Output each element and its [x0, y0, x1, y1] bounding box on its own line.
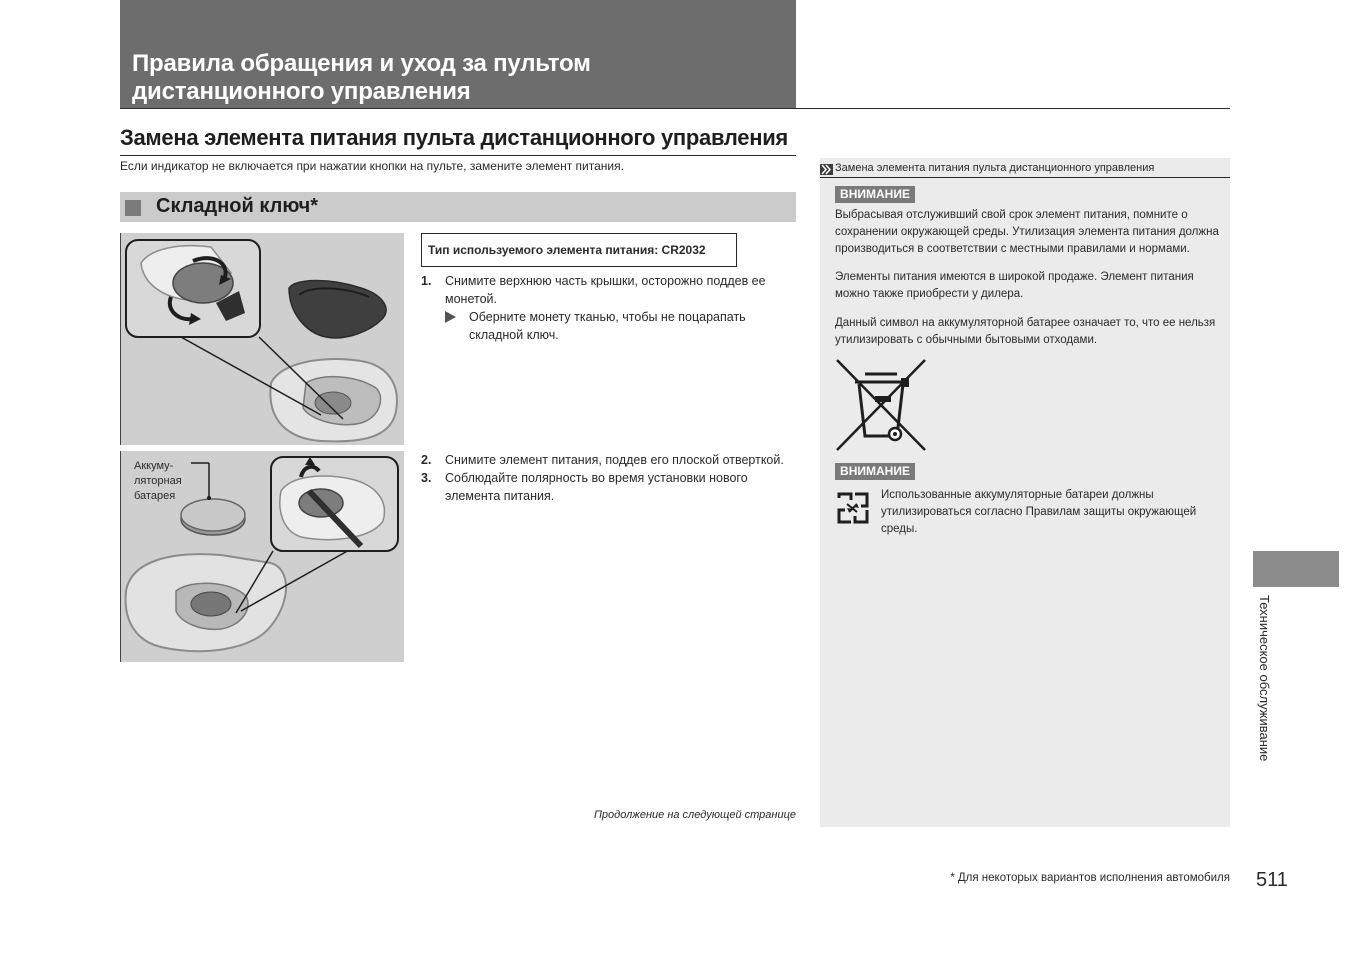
- symbol-text: Данный символ на аккумуляторной батарее означает то, что ее нельзя утилизировать с обычными бытовыми отходами.: [835, 317, 1216, 346]
- chapter-tab-label: Техническое обслуживание: [1257, 595, 1272, 762]
- section-rule: [120, 155, 796, 156]
- step-number: 1.: [421, 274, 432, 288]
- page-number: 511: [1256, 869, 1288, 891]
- section-title: Замена элемента питания пульта дистанционного управления: [120, 125, 788, 150]
- figure-remove-battery: [120, 451, 404, 662]
- figure-open-cover: [120, 233, 404, 445]
- header-rule: [120, 108, 1230, 109]
- sidebar-panel: [820, 158, 1230, 827]
- notice-text: Выбрасывая отслуживший свой срок элемент питания, помните о сохранении окружающей среды. Утилизация элемента питания должна производиться в соответствии с местными правилами и нормами.: [835, 209, 1219, 255]
- notice-badge: ВНИМАНИЕ: [835, 186, 915, 203]
- step-text: Снимите верхнюю часть крышки, осторожно поддев ее монетой.: [445, 274, 766, 306]
- battery-label-line: ляторная: [134, 475, 182, 487]
- sidebar-heading-text: Замена элемента питания пульта дистанционного управления: [835, 162, 1155, 174]
- key-cover-illustration: [121, 233, 404, 445]
- step-1-note: [421, 308, 796, 344]
- crossed-bin-icon: [835, 358, 927, 452]
- double-chevron-icon: [820, 164, 833, 175]
- battery-label-line: Аккуму-: [134, 460, 174, 472]
- square-bullet-icon: [125, 200, 141, 216]
- battery-type-box: [421, 233, 737, 267]
- chapter-tab: [1253, 551, 1339, 587]
- step-number: 2.: [421, 453, 432, 467]
- step-1: [421, 272, 796, 308]
- battery-label: [134, 459, 182, 504]
- note-arrow-icon: [445, 311, 456, 323]
- continued-note: Продолжение на следующей странице: [593, 809, 796, 821]
- header-band: [120, 0, 796, 109]
- battery-type-text: Тип используемого элемента питания: CR2032: [428, 243, 706, 257]
- recycle-icon: [835, 490, 871, 526]
- section-intro: Если индикатор не включается при нажатии кнопки на пульте, замените элемент питания.: [120, 159, 624, 173]
- step-text: Соблюдайте полярность во время установки нового элемента питания.: [445, 471, 748, 503]
- info-text: Элементы питания имеются в широкой продаже. Элемент питания можно также приобрести у дилера.: [835, 271, 1194, 300]
- step-number: 3.: [421, 471, 432, 485]
- step-3: [421, 469, 796, 505]
- step-text: Снимите элемент питания, поддев его плоской отверткой.: [445, 453, 784, 467]
- recycle-text: Использованные аккумуляторные батареи должны утилизироваться согласно Правилам защиты окружающей среды.: [881, 489, 1197, 535]
- step-2: [421, 451, 796, 469]
- notice-badge: ВНИМАНИЕ: [835, 463, 915, 480]
- note-text: Оберните монету тканью, чтобы не поцарапать складной ключ.: [469, 310, 746, 342]
- footnote: * Для некоторых вариантов исполнения автомобиля: [950, 872, 1230, 884]
- subsection-band: [120, 192, 796, 222]
- battery-label-line: батарея: [134, 490, 176, 502]
- page-title: Правила обращения и уход за пультом дистанционного управления: [132, 50, 591, 105]
- subsection-title: Складной ключ*: [156, 195, 319, 217]
- sidebar-heading-rule: [820, 177, 1230, 178]
